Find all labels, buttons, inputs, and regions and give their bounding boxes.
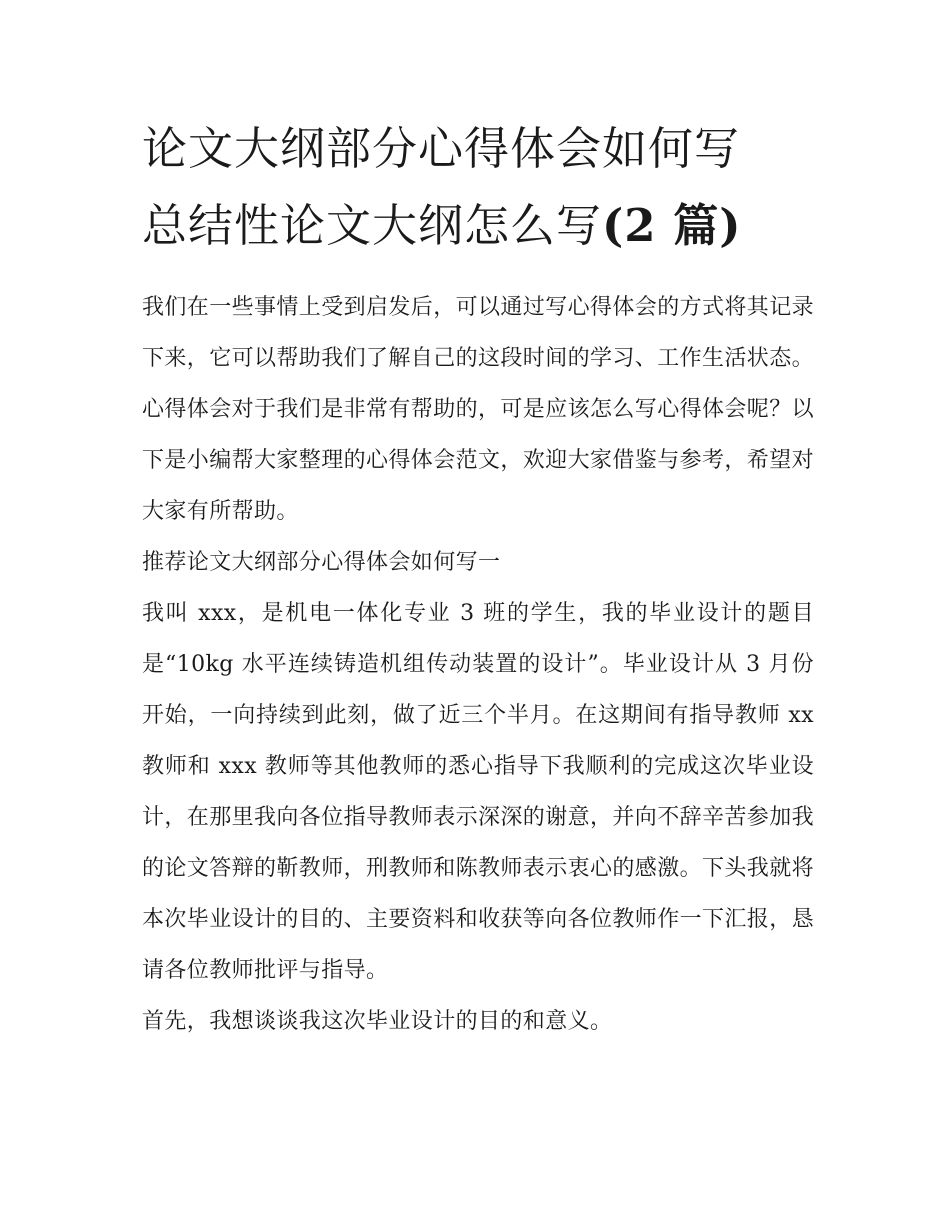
document-title: [142, 110, 814, 264]
document-page: [142, 110, 814, 1047]
section-heading: 推荐论文大纲部分心得体会如何写一: [142, 550, 501, 575]
title-line-2: 总结性论文大纲怎么写: [142, 199, 603, 252]
intro-paragraph: 我们在一些事情上受到启发后，可以通过写心得体会的方式将其记录下来，它可以帮助我们了解自己的这段时间的学习、工作生活状态。心得体会对于我们是非常有帮助的，可是应该怎么写心得体会呢？以下是小编帮大家整理的心得体会范文，欢迎大家借鉴与参考，希望对大家有所帮助。: [142, 295, 815, 524]
body-paragraph: 我叫 xxx，是机电一体化专业 3 班的学生，我的毕业设计的题目是“10kg 水平连续铸造机组传动装置的设计”。毕业设计从 3 月份开始，一向持续到此刻，做了近三个半月。在这期间有指导教师 xx 教师和 xxx 教师等其他教师的悉心指导下我顺利的完成这次毕业设计，在那里我向各位指导教师表示深深的谢意，并向不辞辛苦参加我的论文答辩的靳教师，刑教师和陈教师表示衷心的感激。下头我就将本次毕业设计的目的、主要资料和收获等向各位教师作一下汇报，恳请各位教师批评与指导。: [142, 601, 815, 983]
title-count: (2 篇): [602, 199, 742, 252]
title-line-1: 论文大纲部分心得体会如何写: [142, 122, 741, 175]
closing-paragraph: 首先，我想谈谈我这次毕业设计的目的和意义。: [142, 1009, 613, 1034]
